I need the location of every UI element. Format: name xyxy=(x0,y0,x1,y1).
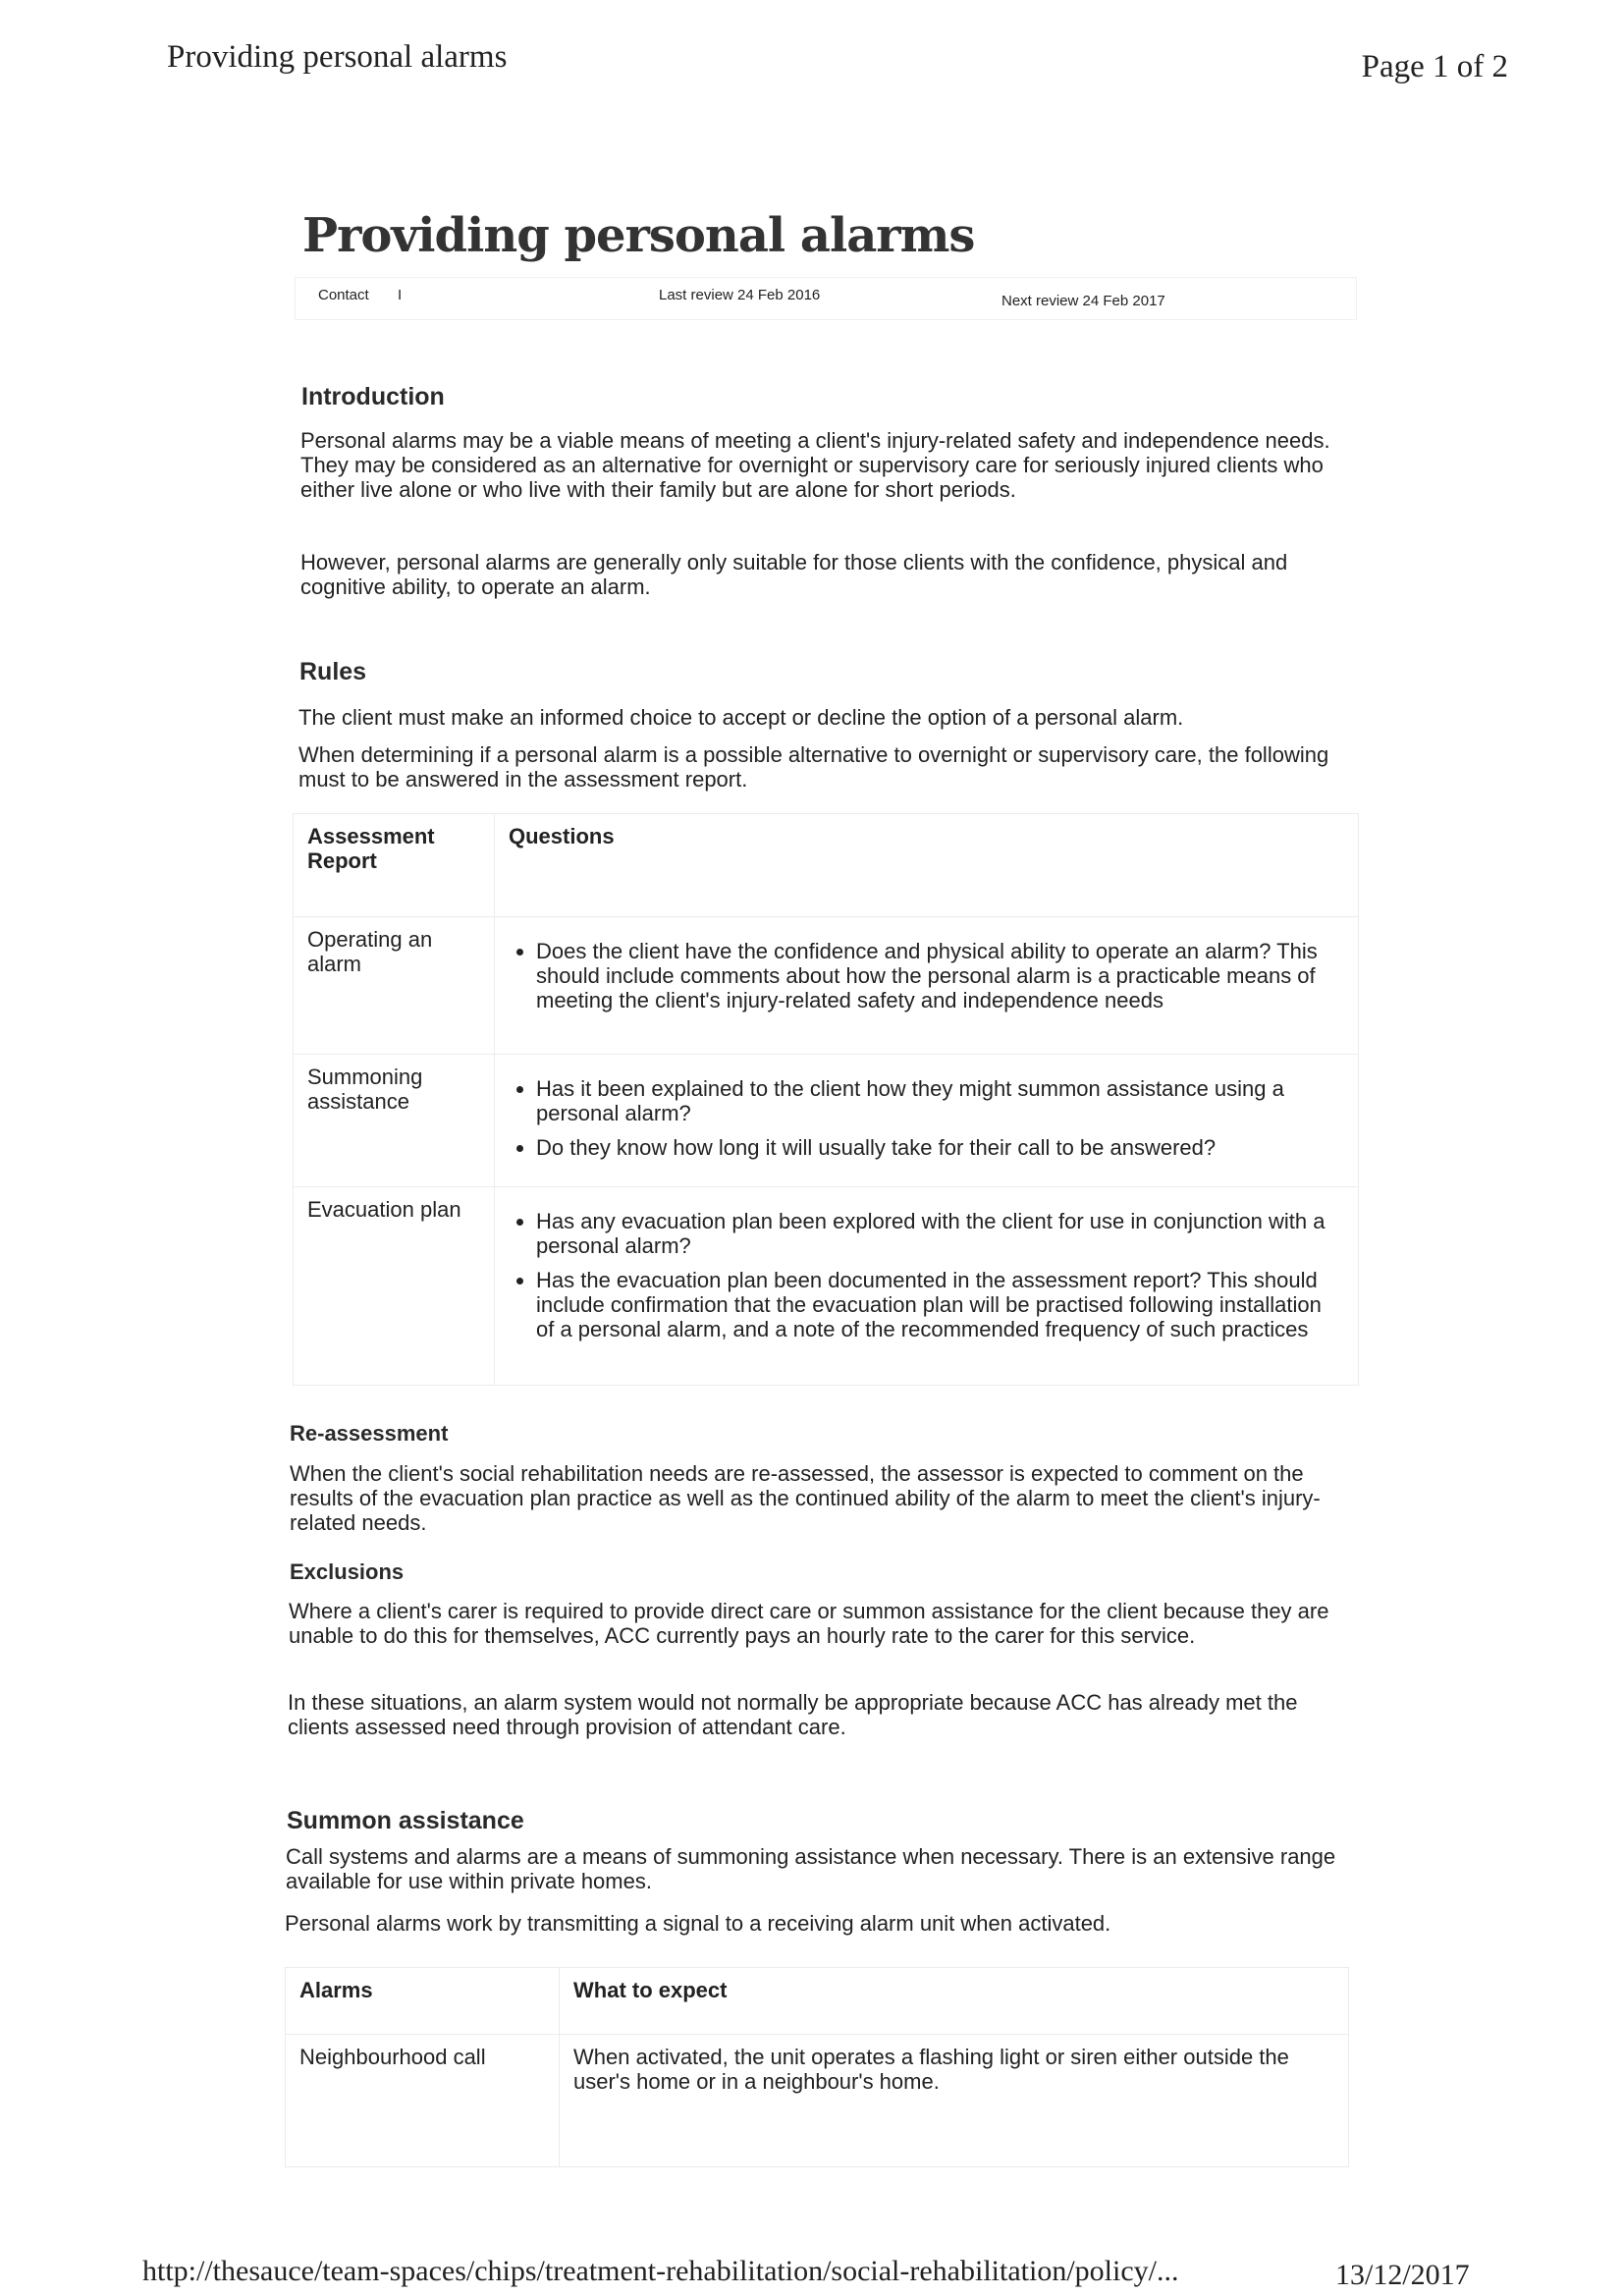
exclusions-paragraph: Where a client's carer is required to provide direct care or summon assistance for the client because they are unable to do this for themselves, ACC currently pays an hourly rate to the carer for this service. xyxy=(289,1599,1329,1648)
exclusions-heading: Exclusions xyxy=(290,1559,405,1584)
table-row xyxy=(294,1187,1359,1386)
exclusions-paragraph: In these situations, an alarm system would not normally be appropriate because ACC has already met the clients assessed need through provision of attendant care. xyxy=(288,1690,1298,1739)
question-item: • Has the evacuation plan been documented in the assessment report? This should include confirmation that the evacuation plan will be practised following installation of a personal alarm, and a note of the recommended frequency of such practices xyxy=(536,1268,1344,1341)
column-header: Questions xyxy=(495,814,1359,917)
footer-url: http://thesauce/team-spaces/chips/treatment-rehabilitation/social-rehabilitation/policy/... xyxy=(142,2255,1179,2287)
assessment-table xyxy=(293,813,1359,1386)
intro-paragraph: However, personal alarms are generally only suitable for those clients with the confidence, physical and cognitive ability, to operate an alarm. xyxy=(300,550,1288,599)
contact-label: Contact xyxy=(318,287,369,303)
footer-date: 13/12/2017 xyxy=(1335,2259,1470,2291)
table-header-row xyxy=(286,1968,1349,2035)
last-review: Last review 24 Feb 2016 xyxy=(659,287,821,303)
page-number: Page 1 of 2 xyxy=(1361,49,1508,84)
next-review: Next review 24 Feb 2017 xyxy=(1001,293,1165,309)
row-text: When activated, the unit operates a flashing light or siren either outside the user's home or in a neighbour's home. xyxy=(560,2035,1349,2167)
rules-paragraph: The client must make an informed choice to accept or decline the option of a personal alarm. xyxy=(298,705,1184,730)
summon-heading: Summon assistance xyxy=(287,1807,524,1834)
reassessment-heading: Re-assessment xyxy=(290,1421,449,1446)
intro-paragraph: Personal alarms may be a viable means of meeting a client's injury-related safety and independence needs. They may be considered as an alternative for overnight or supervisory care for seriously injured clients who either live alone or who live with their family but are alone for short periods. xyxy=(300,428,1330,502)
rules-paragraph: When determining if a personal alarm is a possible alternative to overnight or supervisory care, the following must to be answered in the assessment report. xyxy=(298,742,1329,792)
rules-heading: Rules xyxy=(299,658,367,685)
reassessment-paragraph: When the client's social rehabilitation needs are re-assessed, the assessor is expected to comment on the results of the evacuation plan practice as well as the continued ability of the alarm to meet the client's injury-related needs. xyxy=(290,1461,1321,1535)
row-label: Neighbourhood call xyxy=(286,2035,560,2167)
column-header: Assessment Report xyxy=(294,814,495,917)
row-label: Operating an alarm xyxy=(294,917,495,1055)
question-item: • Do they know how long it will usually take for their call to be answered? xyxy=(536,1135,1344,1160)
question-item: • Does the client have the confidence and physical ability to operate an alarm? This should include comments about how the personal alarm is a practicable means of meeting the client's injury-related safety and independence needs xyxy=(536,939,1344,1012)
question-item: • Has any evacuation plan been explored with the client for use in conjunction with a personal alarm? xyxy=(536,1209,1344,1258)
column-header: What to expect xyxy=(560,1968,1349,2035)
print-header-title: Providing personal alarms xyxy=(167,39,508,75)
row-label: Evacuation plan xyxy=(294,1187,495,1386)
alarms-table xyxy=(285,1967,1349,2167)
summon-paragraph: Call systems and alarms are a means of summoning assistance when necessary. There is an extensive range available for use within private homes. xyxy=(286,1844,1336,1893)
table-row xyxy=(294,917,1359,1055)
row-label: Summoning assistance xyxy=(294,1055,495,1187)
table-row xyxy=(294,1055,1359,1187)
table-header-row xyxy=(294,814,1359,917)
introduction-heading: Introduction xyxy=(301,383,445,410)
contact-value: I xyxy=(398,287,403,303)
meta-bar xyxy=(295,277,1357,320)
page-title: Providing personal alarms xyxy=(302,208,975,263)
column-header: Alarms xyxy=(286,1968,560,2035)
summon-paragraph: Personal alarms work by transmitting a signal to a receiving alarm unit when activated. xyxy=(285,1911,1111,1936)
table-row xyxy=(286,2035,1349,2167)
question-item: • Has it been explained to the client how they might summon assistance using a personal alarm? xyxy=(536,1076,1344,1125)
